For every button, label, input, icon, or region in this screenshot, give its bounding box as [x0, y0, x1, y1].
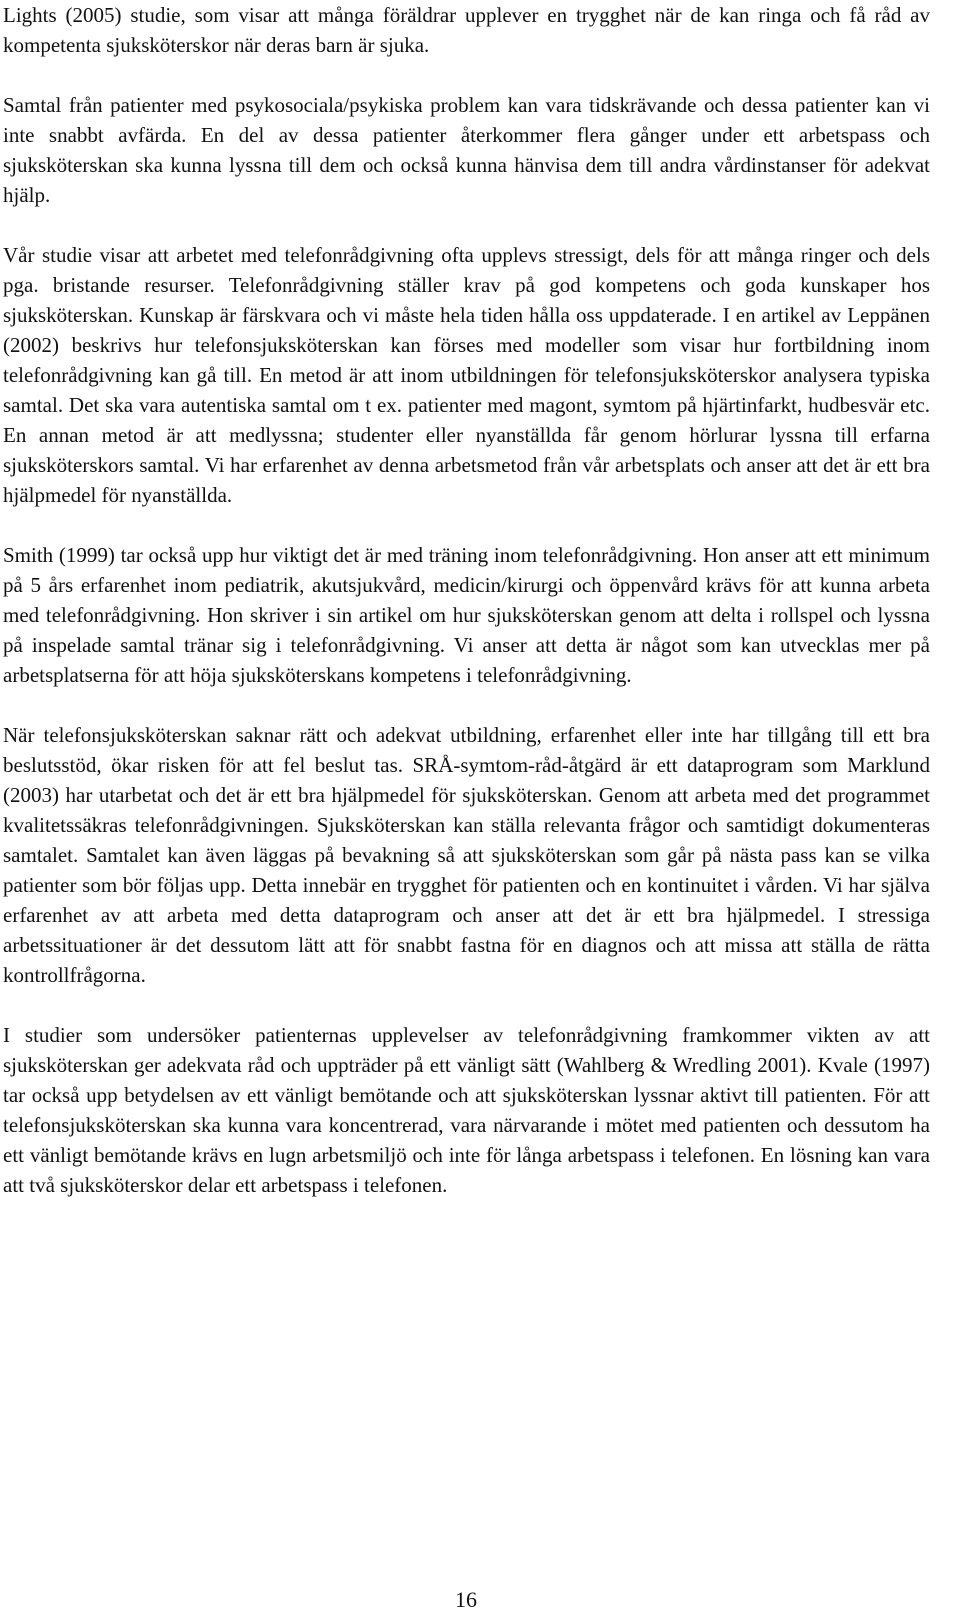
page-number: 16	[455, 1587, 477, 1612]
paragraph-5: När telefonsjuksköterskan saknar rätt och adekvat utbildning, erfarenhet eller inte har tillgång till ett bra beslutsstöd, ökar risken för att fel beslut tas. SRÅ-symtom-råd-åtgärd är ett dataprogram som Marklund (2003) har utarbetat och det är ett bra hjälpmedel för sjuksköterskan. Genom att arbeta med det programmet kvalitetssäkras telefonrådgivningen. Sjuksköterskan kan ställa relevanta frågor och samtidigt dokumenteras samtalet. Samtalet kan även läggas på bevakning så att sjuksköterskan som går på nästa pass kan se vilka patienter som bör följas upp. Detta innebär en trygghet för patienten och en kontinuitet i vården. Vi har själva erfarenhet av att arbeta med detta dataprogram och anser att det är ett bra hjälpmedel. I stressiga arbetssituationer är det dessutom lätt att för snabbt fastna för en diagnos och att missa att ställa de rätta kontrollfrågorna.	[3, 723, 930, 987]
body-text	[3, 0, 930, 1230]
paragraph-3: Vår studie visar att arbetet med telefonrådgivning ofta upplevs stressigt, dels för att många ringer och dels pga. bristande resurser. Telefonrådgivning ställer krav på god kompetens och goda kunskaper hos sjuksköterskan. Kunskap är färskvara och vi måste hela tiden hålla oss uppdaterade. I en artikel av Leppänen (2002) beskrivs hur telefonsjuksköterskan kan förses med modeller som visar hur fortbildning inom telefonrådgivning kan gå till. En metod är att inom utbildningen för telefonsjuksköterskor analysera typiska samtal. Det ska vara autentiska samtal om t ex. patienter med magont, symtom på hjärtinfarkt, hudbesvär etc. En annan metod är att medlyssna; studenter eller nyanställda får genom hörlurar lyssna till erfarna sjuksköterskors samtal. Vi har erfarenhet av denna arbetsmetod från vår arbetsplats och anser att det är ett bra hjälpmedel för nyanställda.	[3, 243, 930, 507]
paragraph-2: Samtal från patienter med psykosociala/psykiska problem kan vara tidskrävande och dessa patienter kan vi inte snabbt avfärda. En del av dessa patienter återkommer flera gånger under ett arbetspass och sjuksköterskan ska kunna lyssna till dem och också kunna hänvisa dem till andra vårdinstanser för adekvat hjälp.	[3, 93, 930, 207]
paragraph-1: Lights (2005) studie, som visar att många föräldrar upplever en trygghet när de kan ringa och få råd av kompetenta sjuksköterskor när deras barn är sjuka.	[3, 3, 930, 57]
paragraph-4: Smith (1999) tar också upp hur viktigt det är med träning inom telefonrådgivning. Hon anser att ett minimum på 5 års erfarenhet inom pediatrik, akutsjukvård, medicin/kirurgi och öppenvård krävs för att kunna arbeta med telefonrådgivning. Hon skriver i sin artikel om hur sjuksköterskan genom att delta i rollspel och lyssna på inspelade samtal tränar sig i telefonrådgivning. Vi anser att detta är något som kan utvecklas mer på arbetsplatserna för att höja sjuksköterskans kompetens i telefonrådgivning.	[3, 543, 930, 687]
paragraph-6: I studier som undersöker patienternas upplevelser av telefonrådgivning framkommer vikten av att sjuksköterskan ger adekvata råd och uppträder på ett vänligt sätt (Wahlberg & Wredling 2001). Kvale (1997) tar också upp betydelsen av ett vänligt bemötande och att sjuksköterskan lyssnar aktivt till patienten. För att telefonsjuksköterskan ska kunna vara koncentrerad, vara närvarande i mötet med patienten och dessutom ha ett vänligt bemötande krävs en lugn arbetsmiljö och inte för långa arbetspass i telefonen. En lösning kan vara att två sjuksköterskor delar ett arbetspass i telefonen.	[3, 1023, 930, 1197]
